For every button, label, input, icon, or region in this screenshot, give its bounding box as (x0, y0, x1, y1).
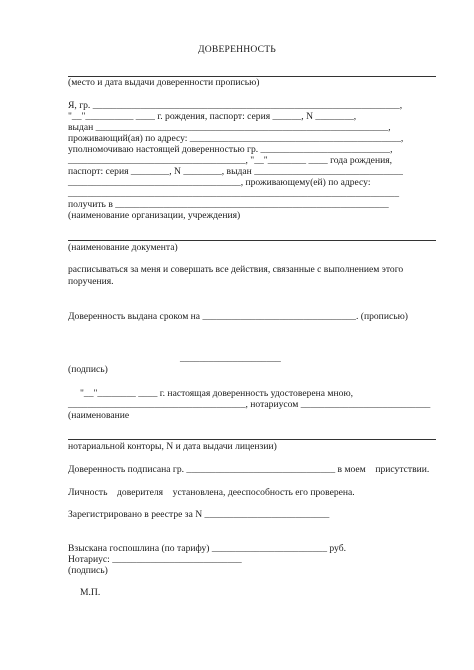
principal-birth-passport-line[interactable]: "__"__________ ____ г. рождения, паспорт: серия ______, N ________, (68, 111, 357, 122)
document-name-blank[interactable] (68, 240, 436, 241)
certification-date-line[interactable]: "__"________ ____ г. настоящая доверенность удостоверена мною, (80, 388, 354, 399)
authorize-agent-line[interactable]: уполномочиваю настоящей доверенностью гр. ___________________________, (68, 144, 393, 155)
term-line[interactable]: Доверенность выдана сроком на ________________________________. (прописью) (68, 311, 408, 322)
principal-name-line[interactable]: Я, гр. ________________________________________________________________, (68, 100, 403, 111)
agent-address-label-line[interactable]: ____________________________________, проживающему(ей) по адресу: (68, 177, 371, 188)
seal-placeholder: М.П. (80, 587, 101, 598)
notary-signature-caption: (подпись) (68, 565, 108, 576)
agent-passport-line[interactable]: паспорт: серия ________, N ________, выдан _______________________________ (68, 166, 403, 177)
notary-signature-line[interactable]: Нотариус: ___________________________ (68, 554, 242, 565)
document-name-caption: (наименование документа) (68, 242, 178, 253)
principal-signature-caption: (подпись) (68, 364, 108, 375)
notary-office-caption: нотариальной конторы, N и дата выдачи лицензии) (68, 441, 277, 452)
certification-notary-line[interactable]: _____________________________________, нотариусом ___________________________ (68, 399, 431, 410)
state-fee-line[interactable]: Взыскана госпошлина (по тарифу) ________________________ руб. (68, 543, 347, 554)
place-date-caption: (место и дата выдачи доверенности прописью) (68, 77, 260, 88)
receive-at-line[interactable]: получить в _________________________________________________________ (68, 199, 389, 210)
notary-office-blank[interactable] (68, 439, 436, 440)
principal-issued-by-line[interactable]: выдан _____________________________________________________________, (68, 122, 391, 133)
signed-by-line[interactable]: Доверенность подписана гр. _______________________________ в моем присутствии. (68, 464, 430, 475)
sign-authority-line-1: расписываться за меня и совершать все действия, связанные с выполнением этого (68, 264, 404, 275)
identity-line: Личность доверителя установлена, дееспособность его проверена. (68, 487, 355, 498)
document-title: ДОВЕРЕННОСТЬ (198, 44, 276, 55)
organization-caption: (наименование организации, учреждения) (68, 210, 241, 221)
registry-line[interactable]: Зарегистрировано в реестре за N __________________________ (68, 509, 330, 520)
certification-caption: (наименование (68, 410, 130, 421)
principal-address-line[interactable]: проживающий(ая) по адресу: ____________________________________________, (68, 133, 404, 144)
sign-authority-line-2: поручения. (68, 276, 114, 287)
principal-signature-blank[interactable]: _____________________ (180, 353, 281, 364)
agent-address-blank-line[interactable]: _____________________________________________________________________ (68, 188, 399, 199)
agent-name-birth-line[interactable]: _____________________________________, "__"________ ____ года рождения, (68, 155, 393, 166)
